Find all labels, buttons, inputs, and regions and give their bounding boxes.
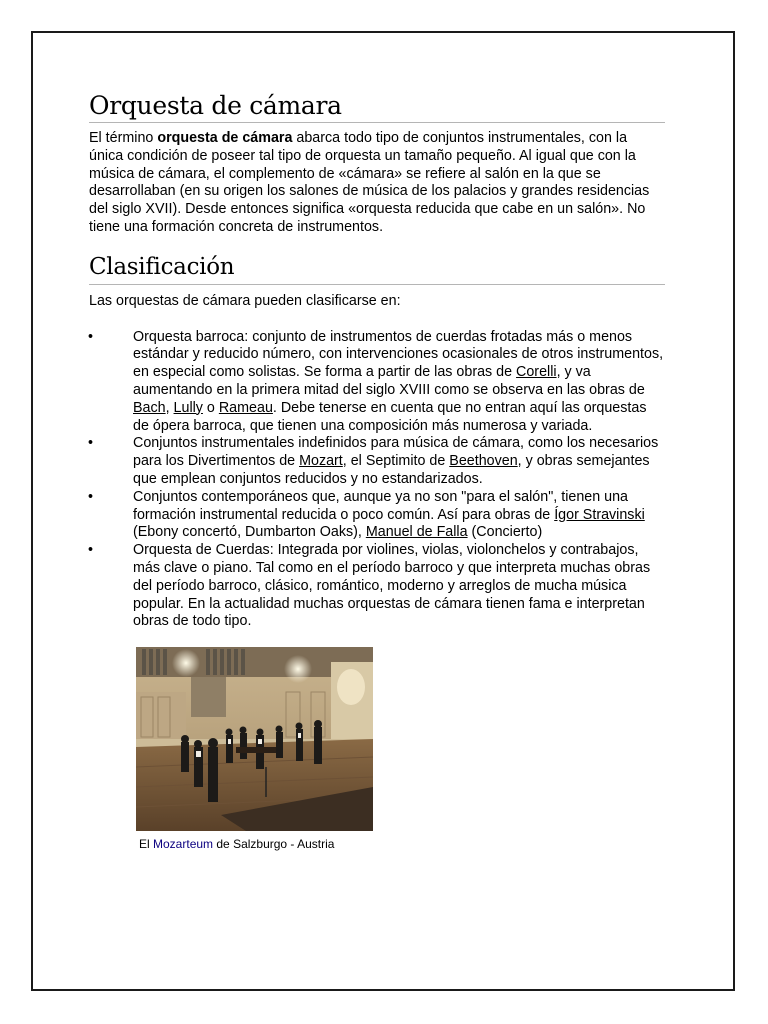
article-content	[89, 91, 665, 852]
bullet-icon: •	[88, 542, 94, 559]
section-lead: Las orquestas de cámara pueden clasificarse en:	[89, 292, 401, 309]
section-heading: Clasificación	[89, 253, 665, 285]
list-item: • Orquesta barroca: conjunto de instrumentos de cuerdas frotadas más o menos estándar y reducido número, con intervenciones ocasionales de otros instrumentos, en especial como solistas. Se forma a partir de las obras de Corelli, y va aumentando en la primera mitad del siglo XVIII como se observa en las obras de Bach, Lully o Rameau. Debe tenerse en cuenta que no entran aquí las orquestas de ópera barroca, que tienen una composición más numerosa y variada.	[88, 328, 664, 434]
list-item: • Orquesta de Cuerdas: Integrada por violines, violas, violonchelos y contrabajos, más clave o piano. Tal como en el período barroco y que interpreta muchas obras del período barroco, clásico, romántico, moderno y arreglos de mucha música popular. En la actualidad muchas orquestas de cámara tienen fama e interpretan obras de todo tipo.	[88, 542, 651, 630]
bullet-icon: •	[88, 435, 94, 452]
figure-caption: El Mozarteum de Salzburgo - Austria	[139, 837, 335, 852]
intro-term: orquesta de cámara	[157, 130, 293, 146]
link-corelli[interactable]: Corelli	[516, 364, 557, 381]
concert-hall-photo[interactable]	[136, 647, 373, 831]
list-item: • Conjuntos instrumentales indefinidos para música de cámara, como los necesarios para los Divertimentos de Mozart, el Septimito de Beethoven, y obras semejantes que emplean conjuntos reducidos y no estandarizados.	[88, 435, 659, 487]
bullet-icon: •	[88, 328, 94, 345]
link-lully[interactable]: Lully	[173, 399, 203, 416]
intro-rest: abarca todo tipo de conjuntos instrumentales, con la única condición de poseer tal tipo de orquesta un tamaño pequeño. Al igual que con la música de cámara, el complemento de «cámara» se refiere al salón en la que se desarrollaban (en su origen los salones de música de los palacios y grandes residencias del siglo XVII). Desde entonces significa «orquesta reducida que cabe en un salón». No tiene una formación concreta de instrumentos.	[89, 130, 650, 235]
classification-list	[89, 329, 665, 632]
link-mozart[interactable]: Mozart	[299, 453, 343, 470]
article-title: Orquesta de cámara	[89, 91, 665, 123]
link-mozarteum[interactable]: Mozarteum	[153, 837, 214, 852]
link-stravinski[interactable]: Ígor Stravinski	[554, 506, 645, 523]
list-item: • Conjuntos contemporáneos que, aunque ya no son "para el salón", tienen una formación instrumental reducida o poco común. Así para obras de Ígor Stravinski (Ebony concertó, Dumbarton Oaks), Manuel de Falla (Concierto)	[88, 488, 645, 541]
bullet-icon: •	[88, 488, 94, 505]
link-bach[interactable]: Bach	[133, 399, 166, 416]
document-page	[31, 31, 735, 991]
link-beethoven[interactable]: Beethoven	[449, 453, 518, 470]
figure	[136, 647, 665, 852]
intro-prefix: El término	[89, 130, 158, 146]
intro-paragraph	[89, 130, 665, 237]
link-rameau[interactable]: Rameau	[218, 399, 273, 416]
link-manuel-de-falla[interactable]: Manuel de Falla	[365, 524, 468, 541]
